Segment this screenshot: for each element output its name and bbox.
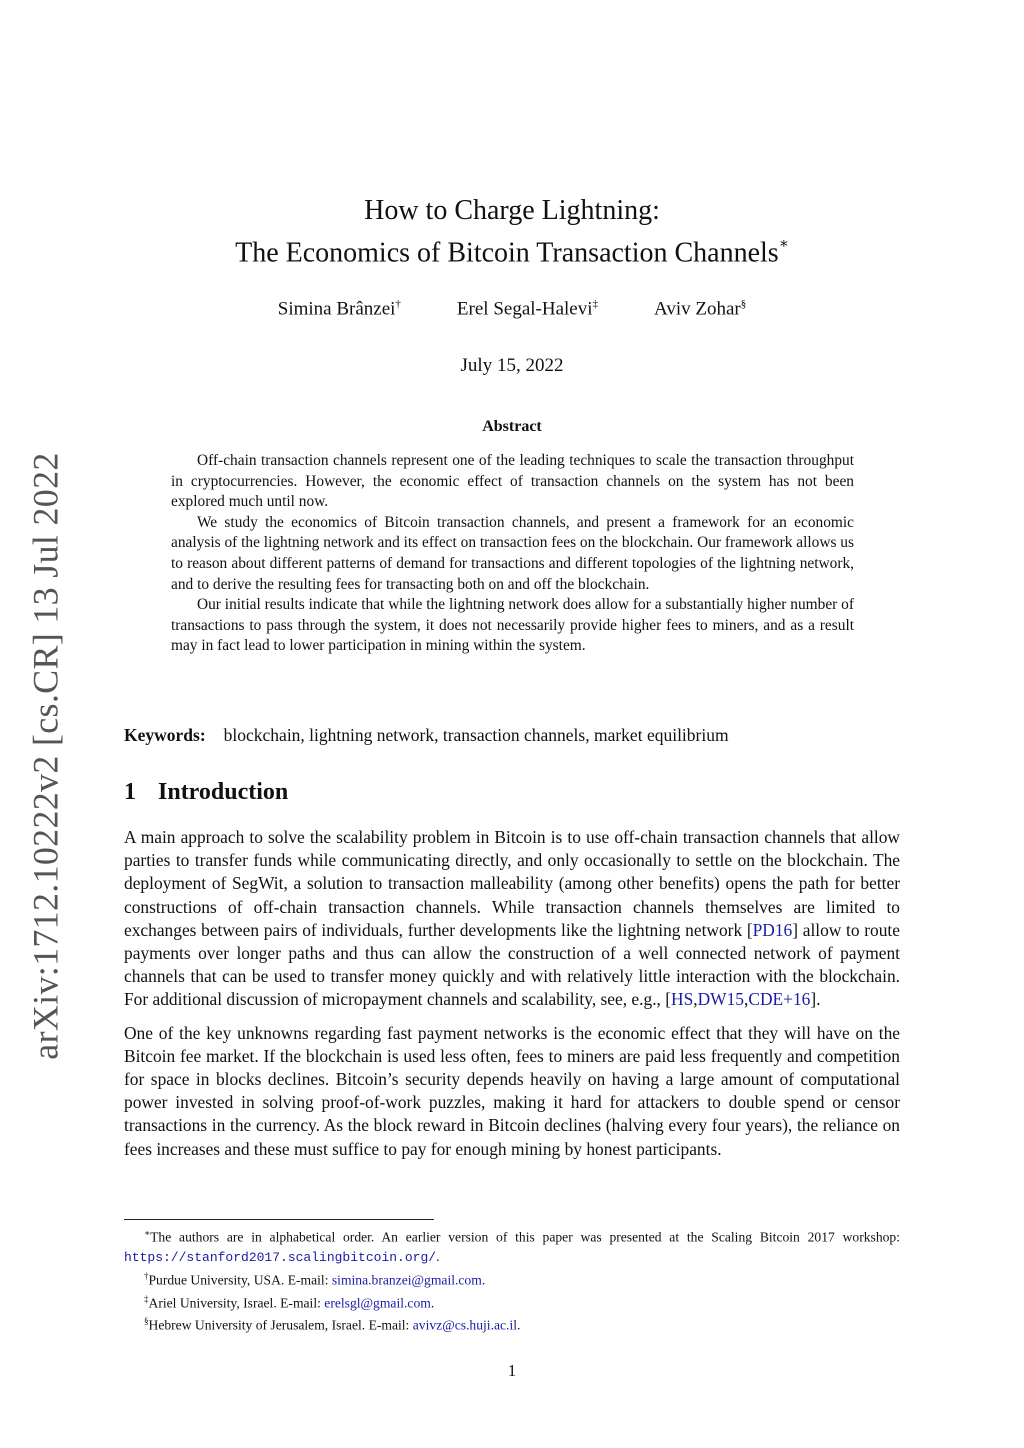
citation-link[interactable]: DW15	[697, 989, 744, 1010]
citation-link[interactable]: HS	[671, 989, 694, 1010]
keywords-text: blockchain, lightning network, transaction channels, market equilibrium	[223, 725, 729, 745]
citation-link[interactable]: CDE+16	[748, 989, 811, 1010]
footnote: ‡Ariel University, Israel. E-mail: erelsgl@gmail.com.	[144, 1293, 435, 1311]
body-text	[124, 826, 900, 1171]
abstract-paragraph: Off-chain transaction channels represent one of the leading techniques to scale the transaction throughput in cryptocurrencies. However, the economic effect of transaction channels on the system has not been explored much until now.	[171, 452, 854, 511]
section-number: 1	[124, 779, 136, 805]
author: Erel Segal-Halevi‡	[456, 298, 599, 320]
author-list	[0, 298, 1024, 320]
author: Aviv Zohar§	[654, 298, 747, 320]
paper-title	[0, 192, 1024, 271]
email-link[interactable]: simina.branzei@gmail.com	[331, 1272, 482, 1288]
page-number: 1	[507, 1361, 517, 1380]
abstract-heading: Abstract	[482, 418, 542, 435]
footnote: †Purdue University, USA. E-mail: simina.branzei@gmail.com.	[144, 1270, 486, 1288]
section-heading	[124, 779, 288, 806]
abstract-paragraph: We study the economics of Bitcoin transaction channels, and present a framework for an economic analysis of the lightning network and its effect on transaction fees on the blockchain. Our framework allows us to reason about different patterns of demand for transactions and different topologies of the lightning network, and to derive the resulting fees for transacting both on and off the blockchain.	[171, 513, 854, 593]
arxiv-identifier: arXiv:1712.10222v2 [cs.CR] 13 Jul 2022	[26, 452, 66, 1060]
email-link[interactable]: avivz@cs.huji.ac.il	[412, 1317, 517, 1333]
abstract-body	[171, 451, 854, 657]
footnotes	[124, 1224, 900, 1335]
footnote: ∗The authors are in alphabetical order. An earlier version of this paper was presented at the Scaling Bitcoin 2017 workshop: https://stanford2017.scalingbitcoin.org/.	[124, 1228, 900, 1265]
section-title: Introduction	[158, 779, 289, 805]
citation-link[interactable]: PD16	[752, 919, 793, 940]
body-paragraph: One of the key unknowns regarding fast payment networks is the economic effect that they will have on the Bitcoin fee market. If the blockchain is used less often, fees to miners are paid less frequently and competition for space in blocks declines. Bitcoin’s security depends heavily on having a large amount of computational power invested in solving proof-of-work puzzles, making it hard for attackers to double spend or censor transactions in the currency. As the block reward in Bitcoin declines (halving every four years), the reliance on fees increases and these must suffice to pay for enough mining by honest participants.	[124, 1022, 900, 1159]
footnote: §Hebrew University of Jerusalem, Israel. E-mail: avivz@cs.huji.ac.il.	[144, 1316, 521, 1333]
footnote-divider	[124, 1219, 434, 1220]
abstract-paragraph: Our initial results indicate that while the lightning network does allow for a substantially higher number of transactions to pass through the system, it does not necessarily provide higher fees to miners, and as a result may in fact lead to lower participation in mining within the system.	[171, 596, 854, 655]
keywords	[124, 725, 729, 746]
footnote-url-link[interactable]: https://stanford2017.scalingbitcoin.org/	[124, 1249, 437, 1265]
author: Simina Brânzei†	[277, 298, 401, 320]
title-line-1: How to Charge Lightning:	[364, 195, 660, 226]
title-footnote-mark: ∗	[778, 236, 789, 252]
keywords-label: Keywords:	[124, 725, 206, 745]
arxiv-side-stamp	[22, 452, 70, 1060]
email-link[interactable]: erelsgl@gmail.com	[324, 1295, 431, 1311]
paper-date: July 15, 2022	[460, 355, 564, 376]
title-line-2: The Economics of Bitcoin Transaction Channels∗	[235, 236, 789, 269]
body-paragraph: A main approach to solve the scalability problem in Bitcoin is to use off-chain transaction channels that allow parties to transfer funds while communicating directly, and only occasionally to settle on the blockchain. The deployment of SegWit, a solution to transaction malleability (among other benefits) opens the path for better constructions of off-chain transaction channels. While transaction channels themselves are limited to exchanges between pairs of individuals, further developments like the lightning network [PD16] allow to route payments over longer paths and thus can allow the construction of a well connected network of payment channels that can be used to transfer money quickly and with relatively little interaction with the blockchain. For additional discussion of micropayment channels and scalability, see, e.g., [HS,DW15,CDE+16].	[124, 827, 900, 1010]
